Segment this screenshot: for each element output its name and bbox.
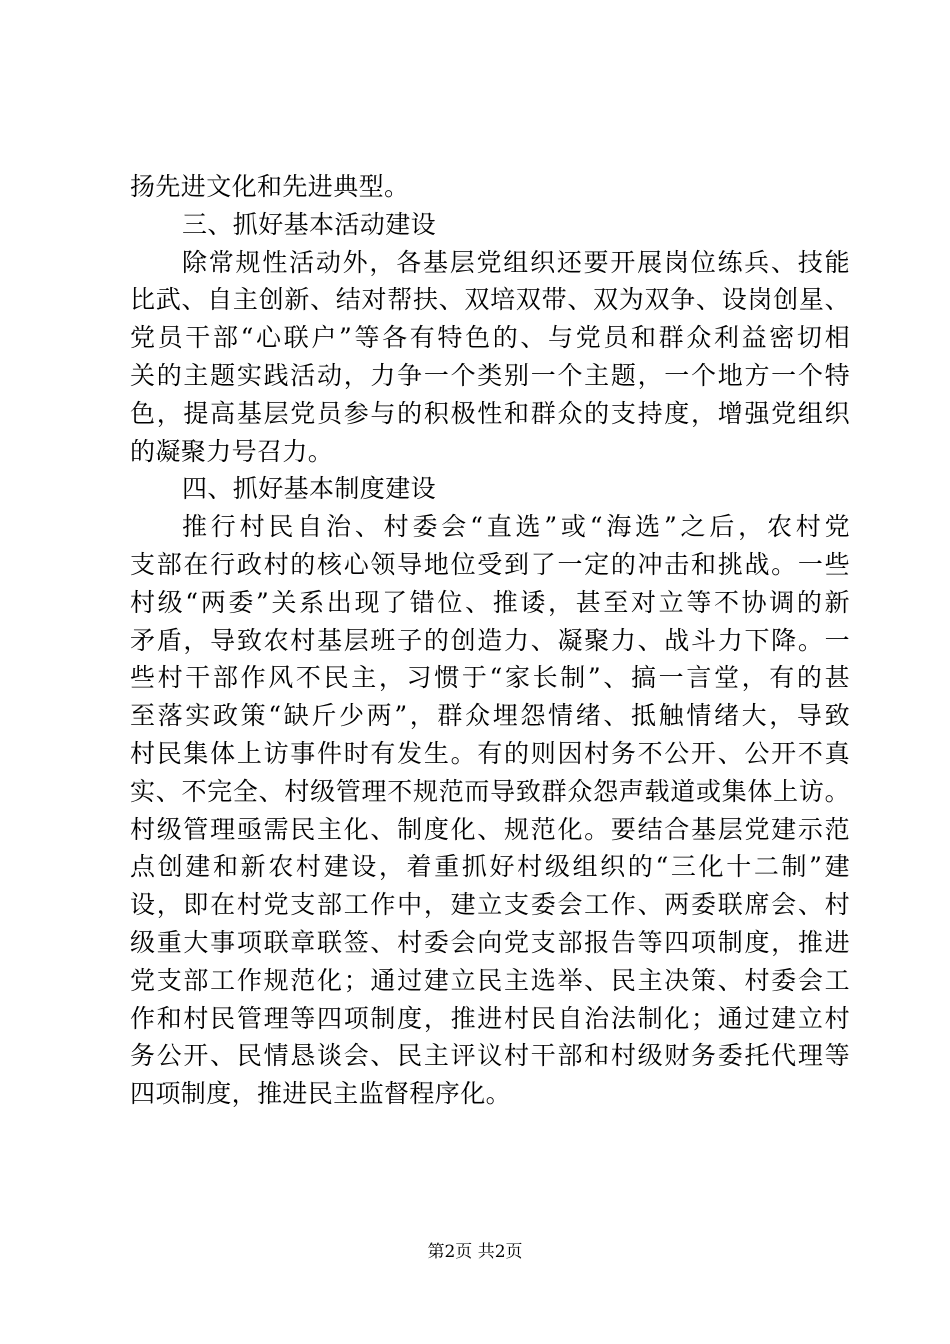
- section-heading-activities: [130, 206, 850, 244]
- text-line: 扬先进文化和先进典型。: [130, 172, 410, 201]
- text-line: 党员干部“心联户”等各有特色的、与党员和群众利益密切相: [130, 323, 850, 353]
- text-line: 村级“两委”关系出现了错位、推诿，甚至对立等不协调的新: [130, 587, 850, 617]
- text-line: 色，提高基层党员参与的积极性和群众的支持度，增强党组织: [130, 398, 850, 428]
- section-heading-text: 三、抓好基本活动建设: [182, 209, 437, 239]
- text-line: 点创建和新农村建设，着重抓好村级组织的“三化十二制”建: [130, 852, 850, 882]
- section-heading-systems: [130, 470, 850, 508]
- paragraph-continuation: [130, 168, 850, 206]
- text-line: 村民集体上访事件时有发生。有的则因村务不公开、公开不真: [130, 738, 850, 768]
- text-line: 至落实政策“缺斤少两”，群众埋怨情绪、抵触情绪大，导致: [130, 701, 850, 731]
- paragraph-activities: [130, 244, 850, 471]
- text-line: 推行村民自治、村委会“直选”或“海选”之后，农村党: [182, 512, 850, 542]
- text-line: 支部在行政村的核心领导地位受到了一定的冲击和挑战。一些: [130, 549, 850, 579]
- text-line: 务公开、民情恳谈会、民主评议村干部和村级财务委托代理等: [130, 1041, 850, 1071]
- text-line: 四项制度，推进民主监督程序化。: [130, 1079, 512, 1109]
- text-line: 党支部工作规范化；通过建立民主选举、民主决策、村委会工: [130, 965, 850, 995]
- text-line: 作和村民管理等四项制度，推进村民自治法制化；通过建立村: [130, 1003, 850, 1033]
- text-line: 设，即在村党支部工作中，建立支委会工作、两委联席会、村: [130, 890, 850, 920]
- document-body: [130, 168, 850, 1113]
- text-line: 些村干部作风不民主，习惯于“家长制”、搞一言堂，有的甚: [130, 663, 850, 693]
- page-number-footer: 第2页 共2页: [427, 1242, 523, 1262]
- text-line: 除常规性活动外，各基层党组织还要开展岗位练兵、技能: [182, 247, 850, 277]
- text-line: 比武、自主创新、结对帮扶、双培双带、双为双争、设岗创星、: [130, 285, 850, 315]
- text-line: 实、不完全、村级管理不规范而导致群众怨声载道或集体上访。: [130, 776, 850, 806]
- text-line: 矛盾，导致农村基层班子的创造力、凝聚力、战斗力下降。一: [130, 625, 850, 655]
- paragraph-systems: [130, 508, 850, 1113]
- text-line: 村级管理亟需民主化、制度化、规范化。要结合基层党建示范: [130, 814, 850, 844]
- text-line: 级重大事项联章联签、村委会向党支部报告等四项制度，推进: [130, 927, 850, 957]
- text-line: 的凝聚力号召力。: [130, 436, 334, 466]
- section-heading-text: 四、抓好基本制度建设: [182, 474, 437, 504]
- text-line: 关的主题实践活动，力争一个类别一个主题，一个地方一个特: [130, 360, 850, 390]
